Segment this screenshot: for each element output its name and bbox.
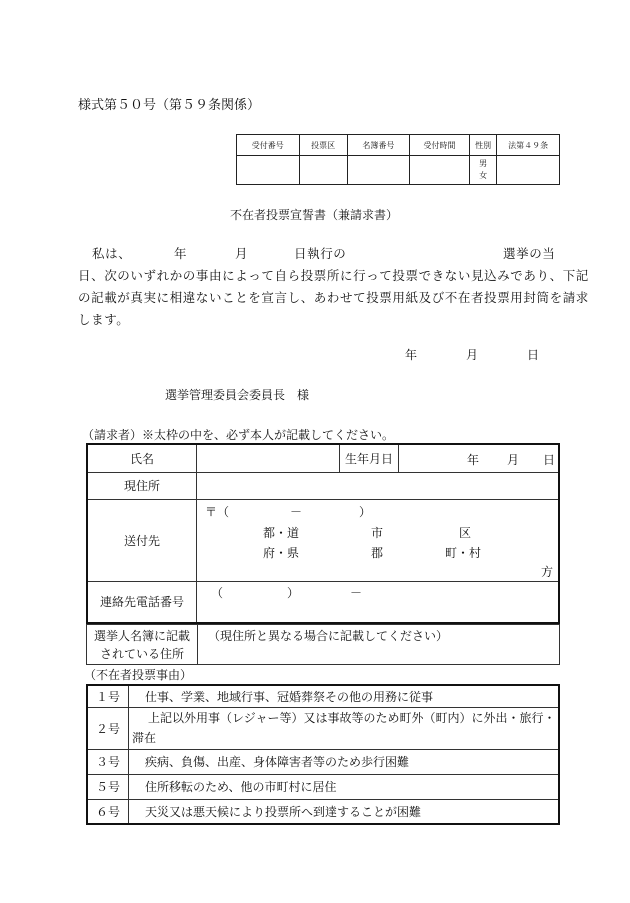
- header-reception-time: 受付時間: [410, 135, 470, 156]
- shi-label: 市: [371, 525, 384, 540]
- cell-register-no[interactable]: [347, 156, 410, 185]
- registered-address-table: [86, 624, 560, 665]
- form-number: 様式第５０号（第５９条関係）: [78, 98, 261, 113]
- reason-text: 住所移転のため、他の市町村に居住: [129, 774, 560, 799]
- registered-field[interactable]: [198, 625, 560, 665]
- kata-label: 方: [541, 564, 554, 579]
- date-year: 年: [405, 348, 418, 362]
- document-title: 不在者投票宣誓書（兼請求書）: [230, 208, 399, 222]
- reason-number: ６号: [87, 799, 129, 824]
- phone-dash: －: [350, 585, 363, 600]
- to-do-label: 都・道: [263, 525, 300, 540]
- cell-reception-no[interactable]: [237, 156, 300, 185]
- send-label: 送付先: [87, 499, 197, 581]
- address-label: 現住所: [87, 472, 197, 499]
- declaration-line-3: の記載が真実に相違ないことを宣言し、あわせて投票用紙及び不在者投票用封筒を請求: [78, 290, 589, 305]
- registered-label-line-1: 選挙人名簿に記載: [93, 628, 190, 643]
- address-field[interactable]: [197, 472, 560, 499]
- postal-close: ）: [359, 504, 372, 519]
- header-reception-no: 受付番号: [237, 135, 300, 156]
- cell-gender[interactable]: [469, 156, 497, 185]
- declaration-line-2: 日、次のいずれかの事由によって自ら投票所に行って投票できない見込みであり、下記: [78, 268, 589, 283]
- declaration-day: 日執行の: [294, 246, 347, 261]
- phone-label: 連絡先電話番号: [87, 581, 197, 623]
- header-register-no: 名簿番号: [347, 135, 410, 156]
- header-voting-district: 投票区: [299, 135, 347, 156]
- reason-text: 上記以外用事（レジャー等）又は事故等のため町外（町内）に外出・旅行・: [148, 711, 556, 725]
- reason-number: １号: [87, 685, 129, 707]
- reason-row[interactable]: [87, 707, 559, 749]
- declaration-start: 私は、: [92, 246, 132, 261]
- name-field[interactable]: [197, 444, 340, 472]
- birth-year: 年: [467, 453, 480, 467]
- reason-row[interactable]: [87, 685, 559, 707]
- cell-reception-time[interactable]: [410, 156, 470, 185]
- reason-row[interactable]: [87, 774, 559, 799]
- reasons-table: [86, 684, 560, 825]
- birth-month: 月: [507, 453, 520, 467]
- declaration-year: 年: [174, 246, 188, 261]
- birth-field[interactable]: [399, 444, 560, 472]
- fu-ken-label: 府・県: [263, 545, 300, 560]
- declaration-election: 選挙の当: [503, 246, 556, 261]
- gender-female: 女: [479, 171, 488, 180]
- phone-close: ）: [287, 585, 300, 600]
- date-day: 日: [527, 348, 540, 362]
- reason-number: ２号: [87, 707, 129, 749]
- reason-number: ３号: [87, 749, 129, 774]
- registered-label-line-2: されている住所: [99, 646, 184, 661]
- declaration-line-4: します。: [78, 312, 130, 327]
- cell-voting-district[interactable]: [299, 156, 347, 185]
- addressee: 選挙管理委員会委員長 様: [165, 388, 310, 402]
- registered-note: （現住所と異なる場合に記載してください）: [208, 629, 449, 643]
- reason-text: 天災又は悪天候により投票所へ到達することが困難: [129, 799, 560, 824]
- reason-number: ５号: [87, 774, 129, 799]
- requester-form: [86, 443, 560, 624]
- reason-text-cell: [129, 707, 560, 749]
- reason-text: 仕事、学業、地域行事、冠婚葬祭その他の用務に従事: [129, 685, 560, 707]
- header-article-49: 法第４９条: [497, 135, 560, 156]
- ku-label: 区: [459, 525, 472, 540]
- reception-table: [236, 134, 560, 185]
- send-field[interactable]: [197, 499, 560, 581]
- postal-mark: 〒（: [205, 504, 230, 519]
- reason-text-continued: 滞在: [132, 731, 157, 745]
- reason-row[interactable]: [87, 799, 559, 824]
- birth-label: 生年月日: [340, 444, 399, 472]
- registered-label: [87, 625, 198, 665]
- date-month: 月: [466, 348, 479, 362]
- name-label: 氏名: [87, 444, 197, 472]
- header-gender: 性別: [469, 135, 497, 156]
- reason-text: 疾病、負傷、出産、身体障害者等のため歩行困難: [129, 749, 560, 774]
- reason-row[interactable]: [87, 749, 559, 774]
- declaration-month: 月: [235, 246, 249, 261]
- requester-note: （請求者）※太枠の中を、必ず本人が記載してください。: [82, 428, 395, 442]
- cho-son-label: 町・村: [445, 545, 482, 560]
- gender-male: 男: [479, 159, 488, 168]
- birth-day: 日: [543, 453, 556, 467]
- phone-field[interactable]: [197, 581, 560, 623]
- cell-article-49[interactable]: [497, 156, 560, 185]
- postal-dash: －: [290, 504, 303, 519]
- gun-label: 郡: [371, 545, 384, 560]
- phone-open: （: [211, 585, 224, 600]
- reasons-title: （不在者投票事由）: [84, 668, 193, 682]
